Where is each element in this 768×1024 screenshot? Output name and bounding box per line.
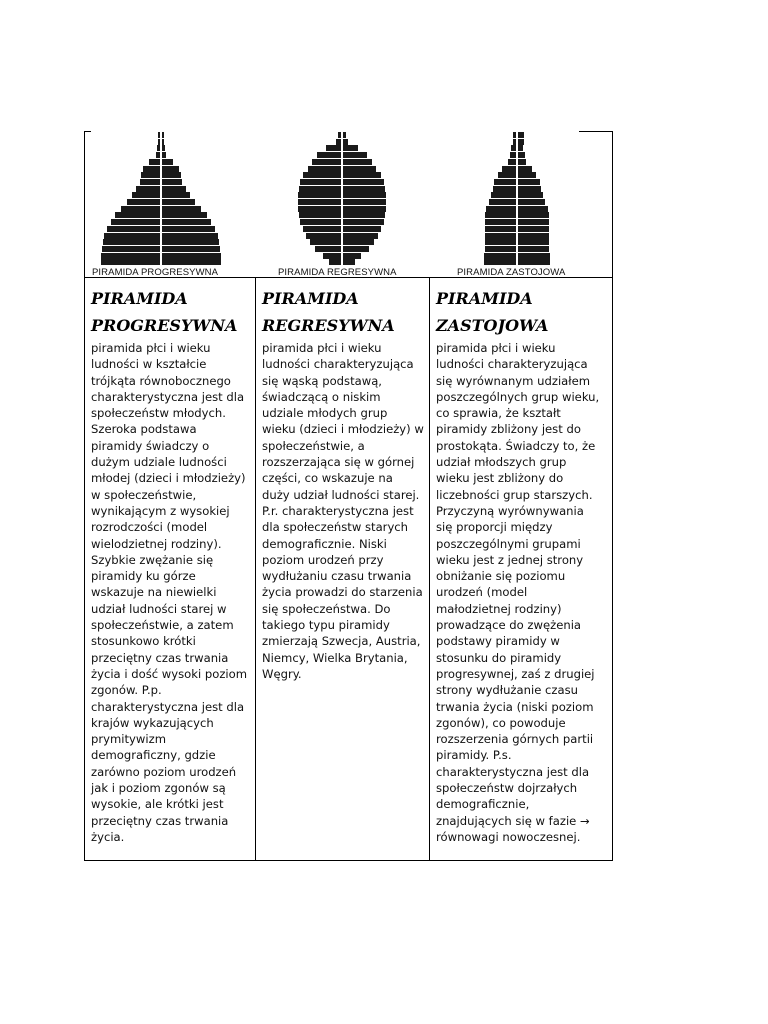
progressive-description: piramida płci i wieku ludności w kształcie trójkąta równobocznego charakterystyczna jest dla społeczeństw młodych. Szeroka podstawa piramidy świadczy o dużym udziale ludności młodej (dzieci i młodzieży) w społeczeństwie, wynikającym z wysokiej rozrodczości (model wielodzietnej rodziny). Szybkie zwężanie się piramidy ku górze wskazuje na niewielki udział ludności starej w społeczeństwie, a zatem stosunkowo krótki przeciętny czas trwania życia i dość wysoki poziom zgonów. P.p. charakterystyczna jest dla krajów wykazujących prymitywizm demograficzny, gdzie zarówno poziom urodzeń jak i poziom zgonów są wysokie, ale krótki jest przeciętny czas trwania życia. (91, 341, 248, 844)
stagnant-pyramid-figure (84, 131, 613, 266)
column-regressive (262, 285, 424, 682)
progressive-title (91, 285, 251, 339)
regressive-pyramid-label: PIRAMIDA REGRESYWNA (278, 267, 397, 278)
pyramid-types-table (84, 131, 613, 861)
progressive-pyramid-label: PIRAMIDA PROGRESYWNA (92, 267, 219, 278)
title-line: REGRESYWNA (262, 316, 395, 335)
column-stagnant (436, 285, 600, 845)
stagnant-description: piramida płci i wieku ludności charakteryzująca się wyrównanym udziałem poszczególnych grup wieku, co sprawia, że kształt piramidy zbliżony jest do prostokąta. Świadczy to, że udział młodszych grup wieku jest zbliżony do liczebności grup starszych. Przyczyną wyrównywania się proporcji między poszczególnymi grupami wieku jest z jednej strony obniżanie się poziomu urodzeń (model małodzietnej rodziny) prowadzące do zwężenia podstawy piramidy w stosunku do piramidy progresywnej, zaś z drugiej strony wydłużanie czasu trwania życia (niski poziom zgonów), co powoduje rozszerzenia górnych partii piramidy. P.s. charakterystyczna jest dla społeczeństw dojrzałych demograficznie, znajdujących się w fazie → równowagi nowoczesnej. (436, 341, 600, 844)
column-divider-1 (255, 277, 256, 861)
title-line: ZASTOJOWA (436, 316, 549, 335)
title-line: PIRAMIDA (436, 289, 533, 308)
bottom-border (84, 860, 613, 861)
stagnant-title (436, 285, 600, 339)
title-line: PIRAMIDA (262, 289, 359, 308)
title-line: PROGRESYWNA (91, 316, 238, 335)
stagnant-pyramid-label: PIRAMIDA ZASTOJOWA (457, 267, 566, 278)
title-line: PIRAMIDA (91, 289, 188, 308)
column-divider-2 (429, 277, 430, 861)
column-progressive (91, 285, 251, 845)
regressive-title (262, 285, 424, 339)
regressive-description: piramida płci i wieku ludności charakteryzująca się wąską podstawą, świadczącą o niskim udziale młodych grup wieku (dzieci i młodzieży) w społeczeństwie, a rozszerzająca się w górnej części, co wskazuje na duży udział ludności starej. P.r. charakterystyczna jest dla społeczeństw starych demograficznie. Niski poziom urodzeń przy wydłużaniu czasu trwania życia prowadzi do starzenia się społeczeństwa. Do takiego typu piramidy zmierzają Szwecja, Austria, Niemcy, Wielka Brytania, Węgry. (262, 341, 424, 681)
